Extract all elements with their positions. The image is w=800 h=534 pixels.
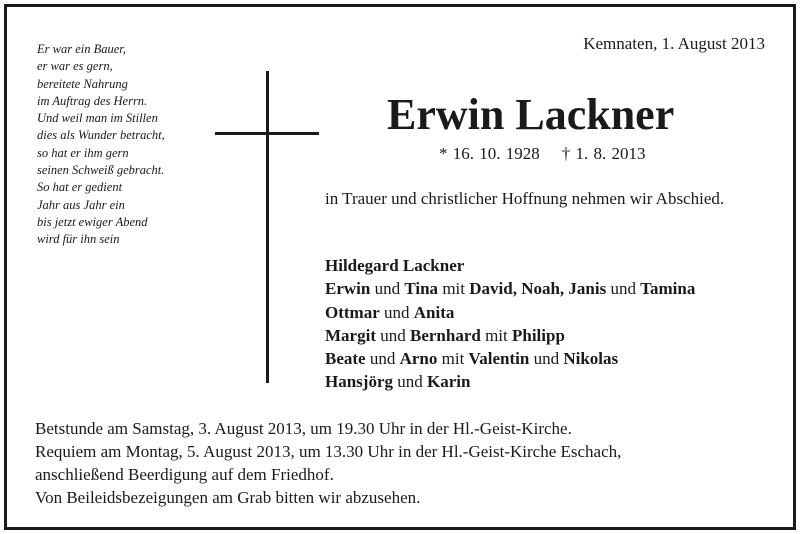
mourner-name: Bernhard [409, 325, 481, 345]
connector-word: mit [480, 325, 512, 345]
life-dates [439, 144, 646, 164]
poem-line: im Auftrag des Herrn. [37, 93, 148, 108]
service-notices [35, 417, 621, 509]
mourner-line [325, 347, 695, 370]
obituary-content [7, 7, 793, 527]
mourner-name: Anita [413, 302, 455, 322]
mourner-name: Tamina [640, 279, 696, 299]
notice-line: anschließend Beerdigung auf dem Friedhof. [35, 465, 334, 484]
mourner-name: Beate [325, 349, 366, 369]
mourner-name: Nikolas [563, 349, 619, 369]
notice-line: Requiem am Montag, 5. August 2013, um 13.30 Uhr in der Hl.-Geist-Kirche Eschach, [35, 442, 622, 461]
place-date: Kemnaten, 1. August 2013 [583, 34, 765, 53]
poem-line: wird für ihn sein [37, 232, 120, 247]
poem-line: er war es gern, [37, 59, 113, 74]
mourner-name: Tina [404, 279, 439, 299]
poem-line: seinen Schweiß gebracht. [37, 163, 165, 178]
poem-line: so hat er ihm gern [37, 145, 129, 160]
mourner-name: Philipp [512, 325, 565, 345]
connector-word: und [370, 279, 405, 299]
connector-word: und [529, 349, 564, 369]
poem [37, 41, 217, 249]
mourner-name: Erwin [325, 279, 371, 299]
mourner-line [325, 277, 695, 300]
poem-line: bis jetzt ewiger Abend [37, 214, 148, 229]
mourner-line [325, 254, 695, 277]
mourner-name: David, Noah, Janis [469, 279, 607, 299]
death-date: † 1. 8. 2013 [561, 144, 646, 163]
connector-word: und [375, 325, 410, 345]
mourner-line [325, 301, 695, 324]
mourner-name: Arno [399, 349, 438, 369]
mourners-list [325, 254, 695, 394]
poem-line: Er war ein Bauer, [37, 42, 126, 56]
connector-word: und [379, 302, 414, 322]
deceased-name-row [7, 89, 793, 140]
mourner-name: Hansjörg [325, 372, 393, 392]
birth-date: * 16. 10. 1928 [439, 144, 540, 163]
connector-word: und [393, 372, 427, 392]
deceased-name: Erwin Lackner [387, 90, 675, 139]
mourner-name: Valentin [468, 349, 530, 369]
mourner-name: Ottmar [325, 302, 380, 322]
connector-word: und [606, 279, 641, 299]
poem-line: bereitete Nahrung [37, 76, 128, 91]
mourner-line [325, 370, 695, 393]
obituary-frame [4, 4, 796, 530]
mourner-line [325, 324, 695, 347]
mourner-name: Karin [427, 372, 471, 392]
poem-line: dies als Wunder betracht, [37, 128, 165, 143]
mourner-name: Hildegard Lackner [325, 256, 465, 275]
poem-line: So hat er gedient [37, 180, 123, 195]
mourner-name: Margit [325, 325, 376, 345]
poem-line: Jahr aus Jahr ein [37, 197, 125, 212]
notice-line: Von Beileidsbezeigungen am Grab bitten wir abzusehen. [35, 488, 421, 507]
connector-word: und [365, 349, 400, 369]
poem-line: Und weil man im Stillen [37, 111, 158, 126]
connector-word: mit [438, 279, 470, 299]
farewell-text: in Trauer und christlicher Hoffnung nehmen wir Abschied. [325, 189, 725, 208]
notice-line: Betstunde am Samstag, 3. August 2013, um 19.30 Uhr in der Hl.-Geist-Kirche. [35, 419, 572, 438]
connector-word: mit [437, 349, 469, 369]
